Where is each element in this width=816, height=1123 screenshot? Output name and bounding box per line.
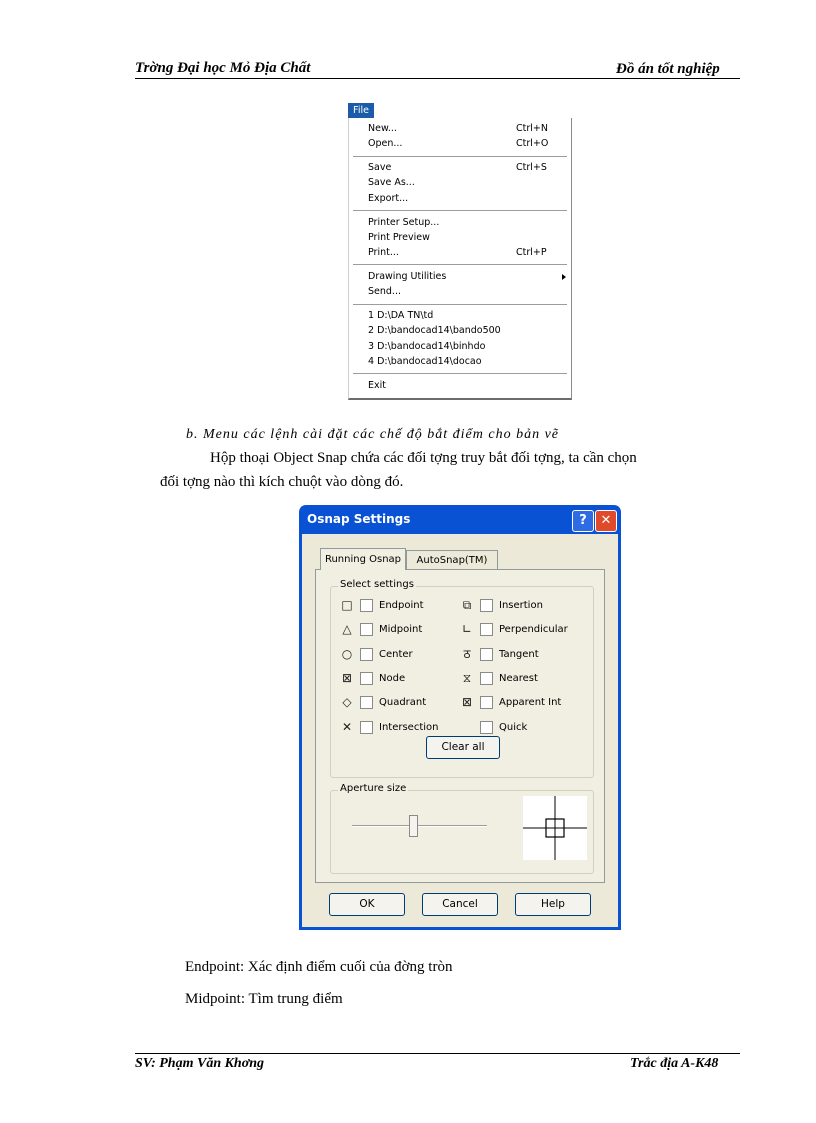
intro-line-1: Hộp thoại Object Snap chứa các đối tợng truy bắt đối tợng, ta cần chọn	[210, 450, 637, 466]
menu-item-label: Drawing Utilities	[368, 270, 447, 282]
help-icon[interactable]: ?	[572, 510, 594, 532]
aperture-slider-thumb[interactable]	[409, 815, 418, 837]
menu-item-label: New...	[368, 123, 397, 134]
select-settings-label: Select settings	[340, 579, 414, 590]
menu-item-shortcut: Ctrl+O	[516, 138, 549, 150]
menu-item[interactable]	[368, 379, 564, 393]
endpoint-description: Endpoint: Xác định điểm cuối của đờng tròn	[185, 959, 453, 975]
menu-item-label: Print Preview	[368, 231, 430, 243]
snap-checkbox[interactable]	[480, 696, 493, 709]
snap-option-label: Center	[379, 648, 413, 660]
menu-item-label: Open...	[368, 138, 403, 150]
snap-marker-icon: ⊠	[341, 670, 353, 685]
menu-item[interactable]	[368, 324, 564, 338]
snap-option-label: Node	[379, 672, 406, 684]
tab-running-osnap[interactable]: Running Osnap	[320, 548, 406, 570]
crosshair-icon	[523, 796, 587, 860]
menu-separator	[353, 210, 567, 212]
menu-item-label: Print...	[368, 247, 399, 259]
snap-checkbox[interactable]	[360, 696, 373, 709]
aperture-slider-track[interactable]	[352, 825, 487, 827]
snap-checkbox[interactable]	[480, 721, 493, 734]
osnap-dialog	[299, 505, 621, 930]
menu-item-label: 2 D:\bandocad14\bando500	[368, 325, 501, 337]
snap-option-label: Quick	[499, 721, 528, 733]
menu-separator	[353, 264, 567, 266]
aperture-size-label: Aperture size	[340, 783, 407, 794]
snap-marker-icon: ⧖	[462, 670, 472, 685]
clear-all-button[interactable]: Clear all	[426, 736, 500, 759]
menu-item-label: Save As...	[368, 177, 415, 189]
menu-item-label: 3 D:\bandocad14\binhdo	[368, 340, 486, 352]
snap-marker-icon	[460, 720, 474, 734]
menu-item-label: 4 D:\bandocad14\docao	[368, 355, 482, 367]
snap-marker-icon: ⧉	[462, 598, 472, 612]
midpoint-description: Midpoint: Tìm trung điểm	[185, 991, 343, 1007]
menu-item[interactable]	[368, 246, 564, 260]
snap-option-label: Quadrant	[379, 697, 427, 709]
dialog-body	[302, 534, 618, 927]
menu-item[interactable]	[368, 176, 564, 190]
intro-line-2: đối tợng nào thì kích chuột vào dòng đó.	[160, 474, 404, 490]
snap-checkbox[interactable]	[360, 721, 373, 734]
snap-checkbox[interactable]	[360, 623, 373, 636]
menu-item[interactable]	[368, 122, 564, 136]
footer-rule	[135, 1053, 740, 1054]
snap-option-label: Midpoint	[379, 624, 423, 636]
menu-item-label: Save	[368, 162, 392, 174]
menu-item-label: Export...	[368, 192, 409, 204]
snap-marker-icon: ⊠	[461, 695, 473, 710]
snap-marker-icon: ठ	[463, 646, 471, 661]
snap-option-label: Endpoint	[379, 600, 424, 611]
menu-item[interactable]	[368, 270, 564, 284]
menu-item-label: Printer Setup...	[368, 216, 440, 228]
dialog-title: Osnap Settings	[307, 512, 411, 526]
menu-item[interactable]	[368, 355, 564, 369]
snap-checkbox[interactable]	[360, 648, 373, 661]
snap-marker-icon: ∟	[461, 622, 473, 637]
snap-option-label: Perpendicular	[499, 624, 568, 636]
snap-option-label: Tangent	[499, 648, 539, 660]
snap-checkbox[interactable]	[360, 599, 373, 612]
submenu-arrow-icon	[562, 274, 566, 280]
menu-item[interactable]	[368, 309, 564, 323]
snap-marker-icon: △	[342, 622, 352, 637]
tab-autosnap[interactable]: AutoSnap(TM)	[406, 550, 498, 570]
footer-class: Trắc địa A-K48	[630, 1056, 719, 1071]
figure-caption: b. Menu các lệnh cài đặt các chế độ bắt điểm cho bản vẽ	[186, 427, 560, 442]
footer-student: SV: Phạm Văn Khơng	[135, 1056, 265, 1071]
menu-item-shortcut: Ctrl+S	[516, 162, 547, 174]
snap-marker-icon: □	[341, 598, 353, 612]
menu-item[interactable]	[368, 340, 564, 354]
file-menu-title[interactable]: File	[348, 103, 374, 118]
menu-item-label: Send...	[368, 286, 401, 298]
snap-option-label: Nearest	[499, 672, 538, 684]
menu-separator	[353, 373, 567, 375]
menu-item[interactable]	[368, 216, 564, 230]
menu-separator	[353, 304, 567, 306]
snap-checkbox[interactable]	[480, 648, 493, 661]
cancel-button[interactable]: Cancel	[422, 893, 498, 916]
snap-marker-icon: ◇	[342, 695, 352, 710]
snap-checkbox[interactable]	[360, 672, 373, 685]
snap-checkbox[interactable]	[480, 599, 493, 612]
aperture-preview	[523, 796, 587, 860]
menu-item[interactable]	[368, 161, 564, 175]
menu-item-label: 1 D:\DA TN\td	[368, 310, 434, 321]
file-menu	[346, 103, 570, 399]
menu-item[interactable]	[368, 192, 564, 206]
menu-item-shortcut: Ctrl+P	[516, 247, 547, 259]
menu-item[interactable]	[368, 231, 564, 245]
file-menu-panel	[348, 118, 572, 400]
snap-option-label: Insertion	[499, 600, 543, 611]
header-document-type: Đồ án tốt nghiệp	[616, 61, 720, 77]
help-button[interactable]: Help	[515, 893, 591, 916]
snap-option-label: Apparent Int	[499, 697, 562, 709]
close-icon[interactable]: ✕	[595, 510, 617, 532]
menu-item-shortcut: Ctrl+N	[516, 123, 548, 134]
snap-marker-icon: ○	[341, 646, 353, 661]
snap-marker-icon: ✕	[341, 719, 353, 734]
menu-item-label: Exit	[368, 379, 386, 391]
snap-checkbox[interactable]	[480, 672, 493, 685]
snap-option-label: Intersection	[379, 721, 439, 733]
ok-button[interactable]: OK	[329, 893, 405, 916]
menu-separator	[353, 156, 567, 158]
header-school: Trờng Đại học Mỏ Địa Chất	[135, 60, 311, 76]
snap-checkbox[interactable]	[480, 623, 493, 636]
menu-item[interactable]	[368, 137, 564, 151]
header-rule	[135, 78, 740, 79]
menu-item[interactable]	[368, 285, 564, 299]
